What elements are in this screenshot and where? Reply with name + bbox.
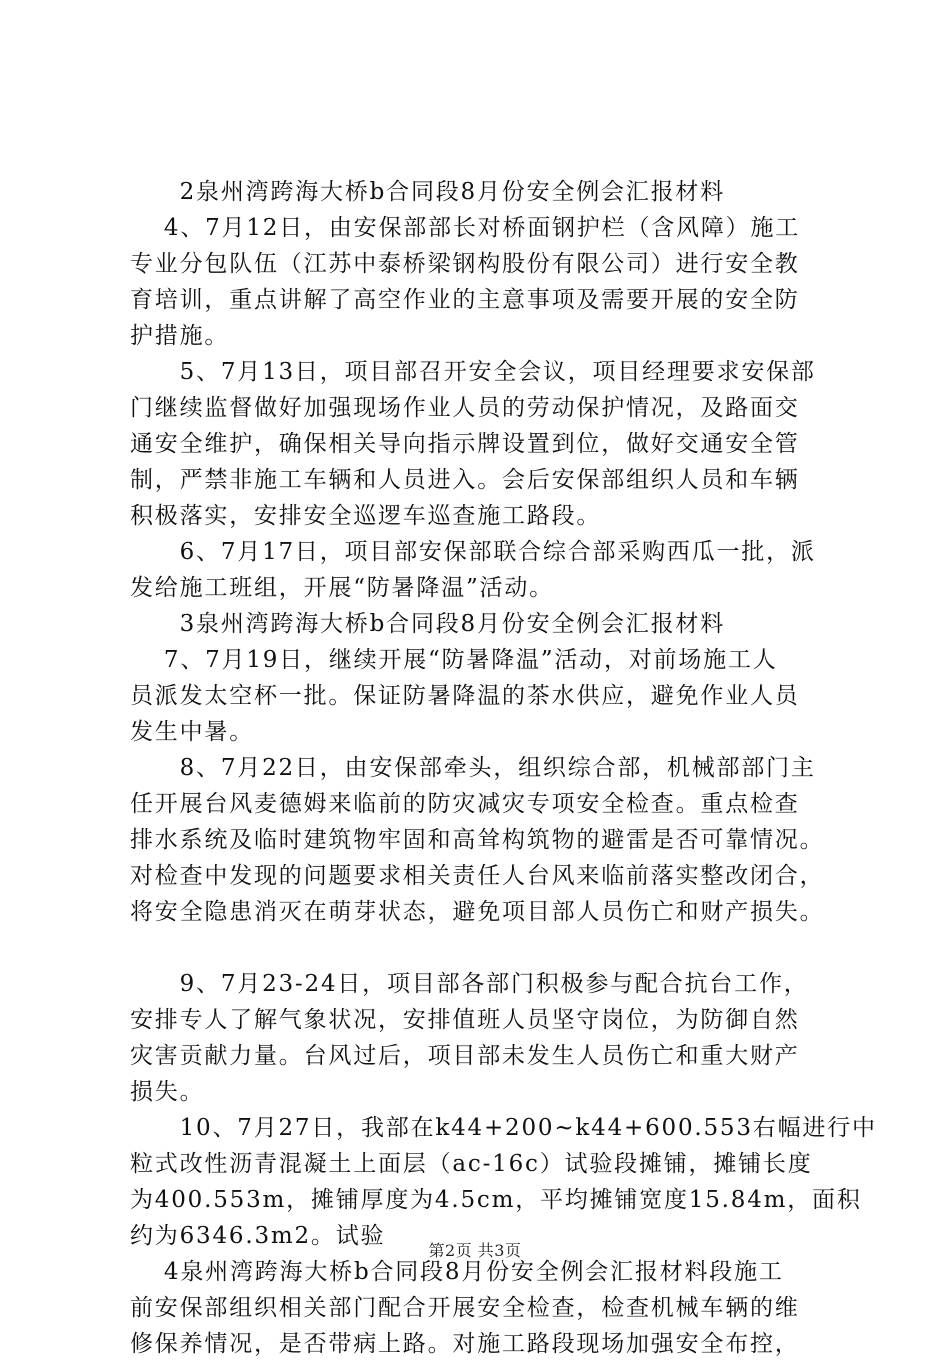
text-line: 门继续监督做好加强现场作业人员的劳动保护情况，及路面交 bbox=[130, 395, 800, 421]
text-line: 4泉州湾跨海大桥b合同段8月份安全例会汇报材料段施工 bbox=[130, 1259, 784, 1285]
text-line: 前安保部组织相关部门配合开展安全检查，检查机械车辆的维 bbox=[130, 1295, 800, 1321]
text-line: 3泉州湾跨海大桥b合同段8月份安全例会汇报材料 bbox=[130, 611, 725, 637]
text-line: 4、7月12日，由安保部部长对桥面钢护栏（含风障）施工 bbox=[130, 215, 801, 241]
text-line: 将安全隐患消灭在萌芽状态，避免项目部人员伤亡和财产损失。 bbox=[130, 899, 825, 925]
text-line: 5、7月13日，项目部召开安全会议，项目经理要求安保部 bbox=[130, 359, 816, 385]
text-line: 积极落实，安排安全巡逻车巡查施工路段。 bbox=[130, 503, 602, 529]
text-line: 灾害贡献力量。台风过后，项目部未发生人员伤亡和重大财产 bbox=[130, 1043, 800, 1069]
text-line: 排水系统及临时建筑物牢固和高耸构筑物的避雷是否可靠情况。 bbox=[130, 827, 825, 853]
text-line: 修保养情况，是否带病上路。对施工路段现场加强安全布控， bbox=[130, 1331, 800, 1357]
text-line: 2泉州湾跨海大桥b合同段8月份安全例会汇报材料 bbox=[130, 179, 725, 205]
document-body bbox=[130, 174, 877, 1362]
text-line: 10、7月27日，我部在k44+200~k44+600.553右幅进行中 bbox=[130, 1115, 877, 1141]
text-line: 8、7月22日，由安保部牵头，组织综合部，机械部部门主 bbox=[130, 755, 816, 781]
text-line: 9、7月23-24日，项目部各部门积极参与配合抗台工作， bbox=[130, 971, 809, 997]
text-line: 专业分包队伍（江苏中泰桥梁钢构股份有限公司）进行安全教 bbox=[130, 251, 800, 277]
page-footer: 第2页 共3页 bbox=[428, 1241, 522, 1260]
text-line: 7、7月19日，继续开展“防暑降温”活动，对前场施工人 bbox=[130, 647, 778, 673]
text-line: 约为6346.3m2。试验 bbox=[130, 1223, 386, 1249]
text-line bbox=[130, 930, 850, 966]
text-line: 育培训，重点讲解了高空作业的主意事项及需要开展的安全防 bbox=[130, 287, 800, 313]
text-line: 6、7月17日，项目部安保部联合综合部采购西瓜一批，派 bbox=[130, 539, 816, 565]
text-line: 为400.553m，摊铺厚度为4.5cm，平均摊铺宽度15.84m，面积 bbox=[130, 1187, 862, 1213]
text-line: 护措施。 bbox=[130, 323, 230, 349]
text-line: 对检查中发现的问题要求相关责任人台风来临前落实整改闭合， bbox=[130, 863, 825, 889]
text-line: 粒式改性沥青混凝土上面层（ac-16c）试验段摊铺，摊铺长度 bbox=[130, 1151, 813, 1177]
text-line: 任开展台风麦德姆来临前的防灾减灾专项安全检查。重点检查 bbox=[130, 791, 800, 817]
text-line: 发生中暑。 bbox=[130, 719, 254, 745]
text-line: 安排专人了解气象状况，安排值班人员坚守岗位，为防御自然 bbox=[130, 1007, 800, 1033]
text-line: 通安全维护，确保相关导向指示牌设置到位，做好交通安全管 bbox=[130, 431, 800, 457]
text-line: 制，严禁非施工车辆和人员进入。会后安保部组织人员和车辆 bbox=[130, 467, 800, 493]
text-line: 发给施工班组，开展“防暑降温”活动。 bbox=[130, 575, 554, 601]
text-line: 员派发太空杯一批。保证防暑降温的茶水供应，避免作业人员 bbox=[130, 683, 800, 709]
text-line: 损失。 bbox=[130, 1079, 205, 1105]
